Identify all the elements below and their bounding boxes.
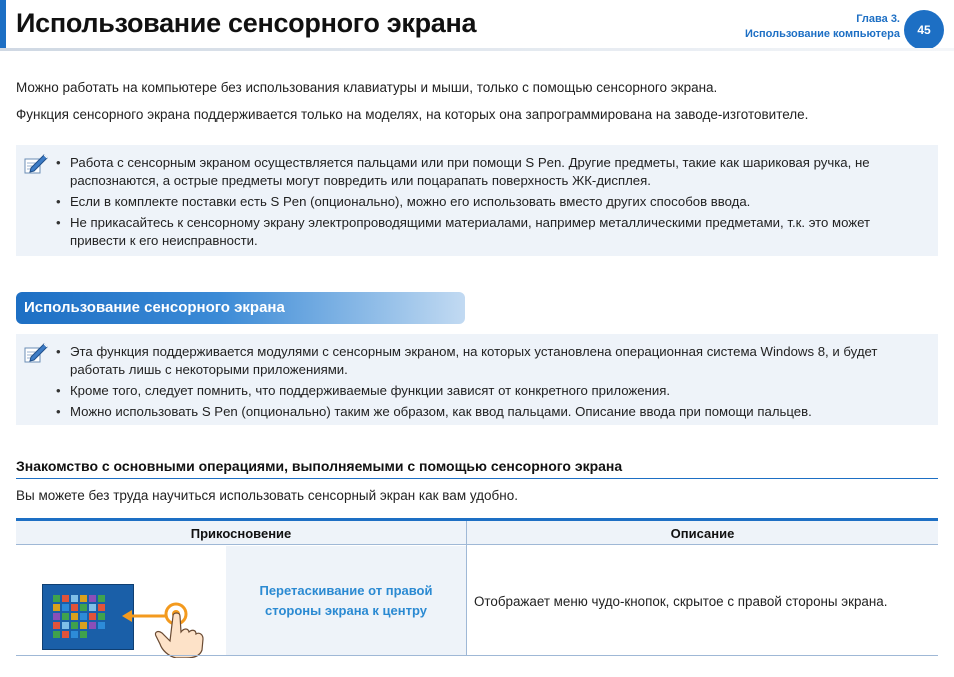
pencil-note-icon	[22, 151, 50, 177]
page-header	[0, 0, 954, 52]
section-header	[16, 292, 465, 324]
swipe-from-right-hand-icon	[96, 586, 206, 658]
note-box-2	[16, 334, 938, 425]
basics-heading: Знакомство с основными операциями, выполняемыми с помощью сенсорного экрана	[16, 458, 623, 474]
page-number-badge: 45	[904, 10, 944, 50]
note-1-list	[56, 154, 924, 253]
gesture-table	[16, 518, 938, 656]
column-header-description: Описание	[670, 526, 735, 541]
note-2-item: • Кроме того, следует помнить, что поддерживаемые функции зависят от конкретного приложения.	[56, 382, 924, 400]
chapter-label	[745, 12, 900, 42]
note-1-item: • Работа с сенсорным экраном осуществляется пальцами или при помощи S Pen. Другие предметы, такие как шариковая ручка, не распознаются, а острые предметы могут повредить или поцарапать поверхность ЖК-дисплея.	[56, 154, 924, 190]
chapter-name: Использование компьютера	[744, 28, 900, 40]
pencil-note-icon	[22, 340, 50, 366]
note-2-item: • Эта функция поддерживается модулями с сенсорным экраном, на которых установлена операционная система Windows 8, и будет работать лишь с некоторыми приложениями.	[56, 343, 924, 379]
note-1-item: • Если в комплекте поставки есть S Pen (опционально), можно его использовать вместо других способов ввода.	[56, 193, 924, 211]
note-2-item: • Можно использовать S Pen (опционально) таким же образом, как ввод пальцами. Описание ввода при помощи пальцев.	[56, 403, 924, 421]
gesture-illustration-cell	[16, 546, 226, 655]
gesture-action-line-1: Перетаскивание от правой	[259, 583, 433, 598]
column-header-touch: Прикосновение	[190, 526, 292, 541]
gesture-action-line-2: стороны экрана к центру	[265, 603, 427, 618]
header-divider	[0, 48, 954, 51]
gesture-action-cell	[226, 546, 466, 655]
intro-line-1: Можно работать на компьютере без использования клавиатуры и мыши, только с помощью сенсорного экрана.	[16, 80, 718, 95]
section-title: Использование сенсорного экрана	[24, 299, 285, 316]
chapter-number: Глава 3.	[856, 13, 900, 25]
intro-line-2: Функция сенсорного экрана поддерживается только на моделях, на которых она запрограммирована на заводе-изготовителе.	[16, 107, 809, 122]
note-box-1	[16, 145, 938, 256]
basics-divider	[16, 478, 938, 479]
gesture-description: Отображает меню чудо-кнопок, скрытое с правой стороны экрана.	[474, 594, 888, 609]
basics-intro: Вы можете без труда научиться использовать сенсорный экран как вам удобно.	[16, 488, 518, 503]
page-title: Использование сенсорного экрана	[16, 8, 477, 38]
table-bottom-rule	[16, 655, 938, 656]
gesture-action-label	[226, 581, 466, 621]
table-header-row	[16, 521, 938, 545]
note-2-list	[56, 343, 924, 424]
note-1-item: • Не прикасайтесь к сенсорному экрану электропроводящими материалами, например металлическими предметами, т.к. это может привести к его неисправности.	[56, 214, 924, 250]
header-accent-bar	[0, 0, 6, 50]
table-column-divider	[466, 521, 467, 656]
